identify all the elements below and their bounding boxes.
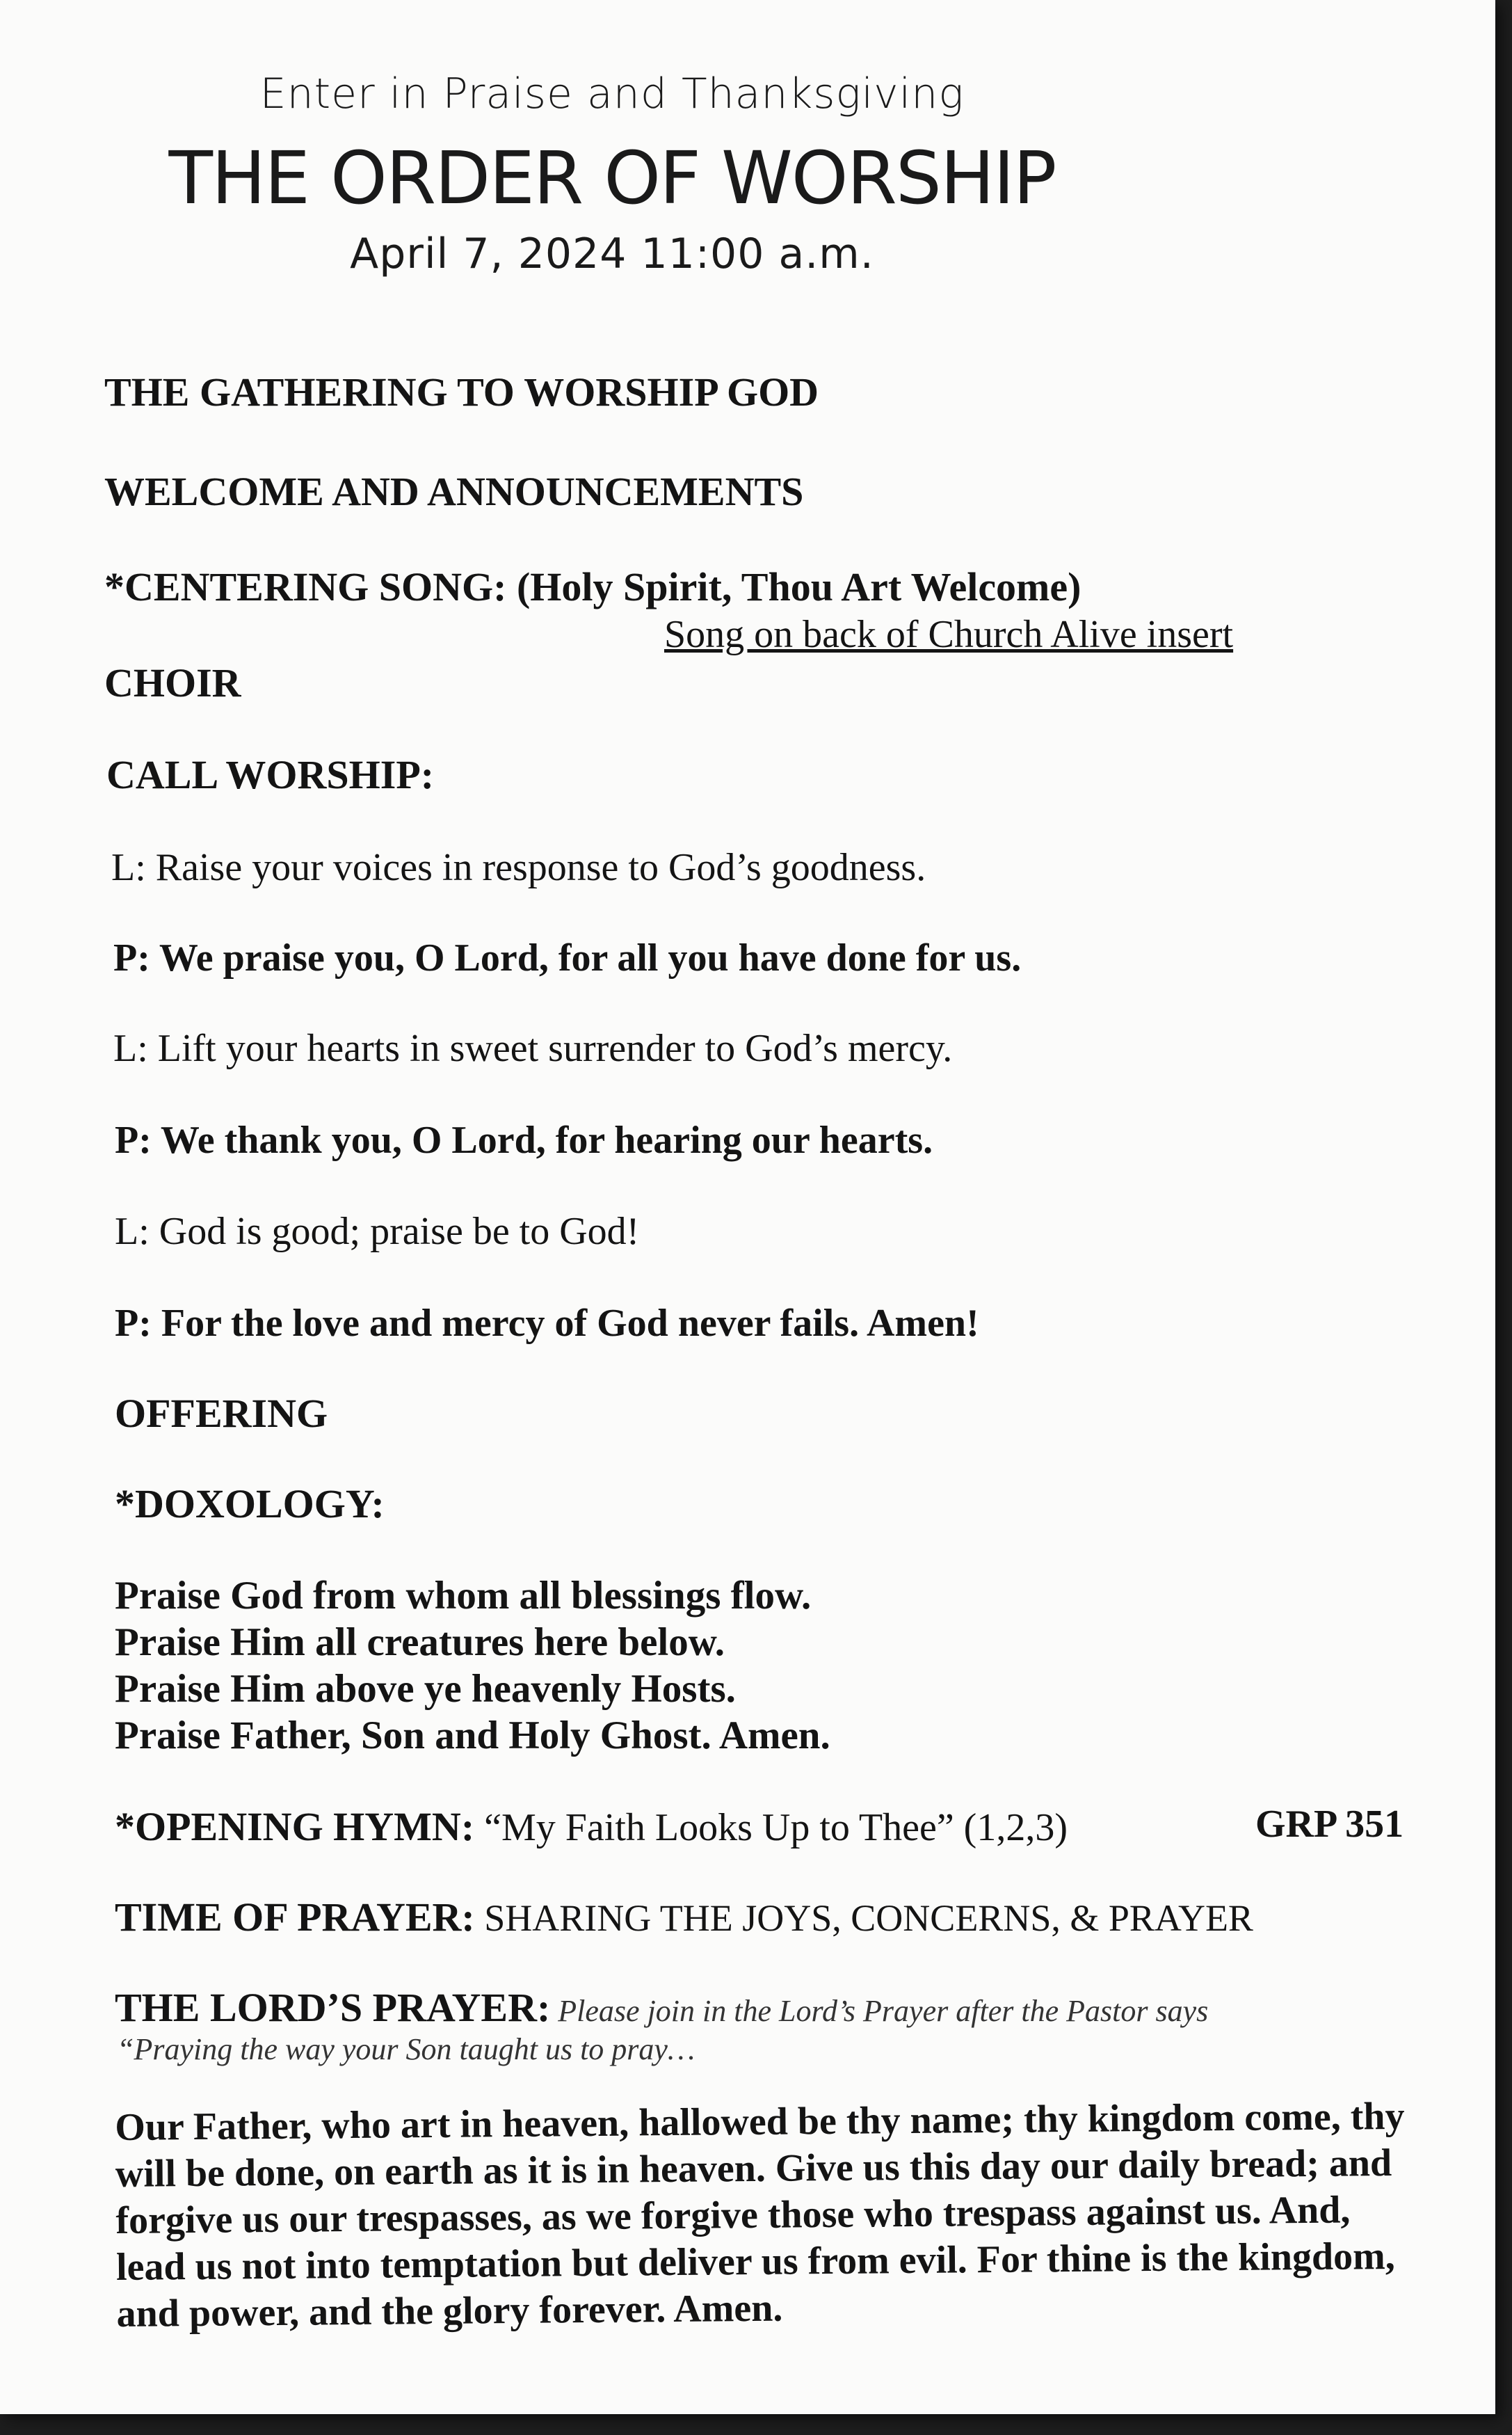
header-kicker: Enter in Praise and Thanksgiving [259, 70, 965, 118]
doxology-line: Praise Father, Son and Holy Ghost. Amen. [115, 1714, 830, 1757]
lords-prayer-line [115, 1984, 1208, 2031]
lords-prayer-note: Please join in the Lord’s Prayer after the Pastor says [550, 1994, 1209, 2028]
opening-hymn-label: *OPENING HYMN: [115, 1804, 475, 1849]
call-line-leader: L: Lift your hearts in sweet surrender to God’s mercy. [113, 1027, 953, 1070]
centering-song-heading: *CENTERING SONG: (Holy Spirit, Thou Art Welcome) [104, 564, 1081, 609]
call-line-leader: L: God is good; praise be to God! [115, 1210, 640, 1253]
lords-prayer-label: THE LORD’S PRAYER: [115, 1985, 551, 2030]
call-line-people: P: We praise you, O Lord, for all you have done for us. [113, 936, 1022, 980]
lords-prayer-text: Our Father, who art in heaven, hallowed be thy name; thy kingdom come, thy will be done, on earth as it is in heaven. Give us this day our daily bread; and forgive us our trespasses, as we forgive those who trespass against us. And, lead us not into temptation but deliver us from evil. For thine is the kingdom, and power, and the glory forever. Amen. [115, 2094, 1405, 2336]
doxology-verse [115, 1572, 830, 1759]
offering-heading: OFFERING [115, 1391, 328, 1436]
opening-hymn-title: “My Faith Looks Up to Thee” (1,2,3) [474, 1806, 1068, 1849]
lords-prayer-note-continued: “Praying the way your Son taught us to pray… [117, 2032, 695, 2066]
gathering-heading: THE GATHERING TO WORSHIP GOD [104, 369, 819, 415]
service-date: April 7, 2024 11:00 a.m. [350, 230, 874, 278]
centering-song-note: Song on back of Church Alive insert [664, 613, 1234, 656]
choir-heading: CHOIR [104, 660, 241, 705]
time-of-prayer-line [115, 1894, 1253, 1940]
call-line-people: P: We thank you, O Lord, for hearing our hearts. [115, 1119, 933, 1162]
call-line-leader: L: Raise your voices in response to God’s goodness. [111, 846, 926, 889]
time-of-prayer-label: TIME OF PRAYER: [115, 1894, 475, 1940]
call-line-people: P: For the love and mercy of God never fails. Amen! [115, 1302, 979, 1345]
page-title: THE ORDER OF WORSHIP [168, 136, 1056, 221]
doxology-line: Praise Him above ye heavenly Hosts. [115, 1667, 736, 1711]
doxology-heading: *DOXOLOGY: [115, 1481, 385, 1526]
opening-hymn-line [115, 1803, 1068, 1850]
doxology-line: Praise God from whom all blessings flow. [115, 1574, 812, 1618]
time-of-prayer-text: SHARING THE JOYS, CONCERNS, & PRAYER [474, 1897, 1253, 1939]
call-worship-heading: CALL WORSHIP: [106, 752, 435, 797]
doxology-line: Praise Him all creatures here below. [115, 1620, 725, 1664]
welcome-heading: WELCOME AND ANNOUNCEMENTS [104, 469, 804, 514]
opening-hymn-number: GRP 351 [1255, 1803, 1404, 1846]
